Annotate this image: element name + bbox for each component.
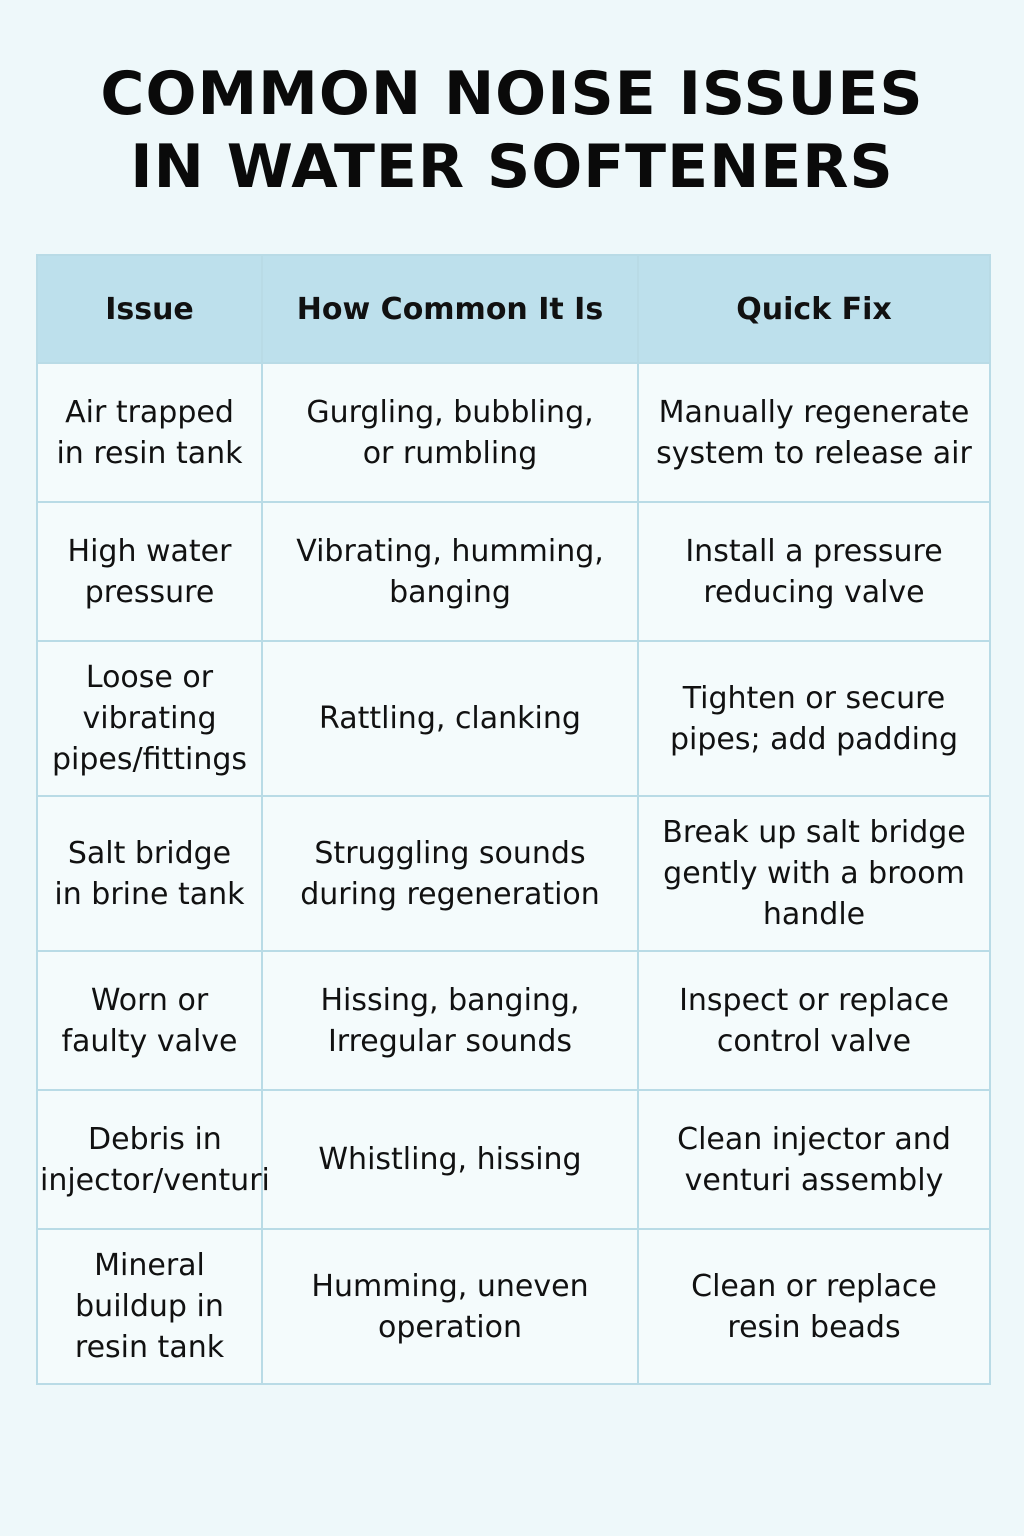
issue-text: Salt bridge in brine tank: [54, 835, 245, 912]
table-row: [37, 363, 990, 502]
how-common-text: Hissing, banging, Irregular sounds: [320, 982, 580, 1059]
quick-fix-text: Inspect or replace control valve: [679, 982, 949, 1059]
how-common-text: Humming, uneven operation: [311, 1268, 589, 1345]
issue-text: Loose or vibrating pipes/fittings: [51, 660, 248, 777]
how-common-cell: [262, 1229, 638, 1384]
table-row: [37, 641, 990, 796]
issue-cell: [37, 363, 262, 502]
how-common-text: Struggling sounds during regeneration: [300, 835, 600, 912]
quick-fix-cell: [638, 1090, 990, 1229]
how-common-cell: [262, 502, 638, 641]
how-common-cell: [262, 1090, 638, 1229]
quick-fix-cell: [638, 502, 990, 641]
issue-text: Air trapped in resin tank: [56, 394, 243, 471]
table-row: [37, 796, 990, 951]
table-row: [37, 502, 990, 641]
quick-fix-text: Clean or replace resin beads: [691, 1268, 937, 1345]
noise-issues-table: [36, 254, 991, 1385]
how-common-cell: [262, 951, 638, 1090]
page-title-line-2: IN WATER SOFTENERS: [130, 132, 894, 202]
column-header-how-common: How Common It Is: [262, 255, 638, 363]
how-common-cell: [262, 363, 638, 502]
page-title: [0, 58, 1024, 204]
quick-fix-text: Tighten or secure pipes; add padding: [669, 680, 959, 757]
how-common-text: Rattling, clanking: [319, 701, 581, 736]
quick-fix-cell: [638, 1229, 990, 1384]
table-header-row: [37, 255, 990, 363]
table-row: [37, 951, 990, 1090]
issue-text: Mineral buildup in resin tank: [74, 1248, 225, 1365]
issue-text: Worn or faulty valve: [61, 982, 238, 1059]
issue-cell: [37, 796, 262, 951]
table-row: [37, 1229, 990, 1384]
column-header-issue: Issue: [37, 255, 262, 363]
issue-text: Debris in injector/venturi: [40, 1121, 270, 1198]
table-row: [37, 1090, 990, 1229]
how-common-text: Gurgling, bubbling, or rumbling: [306, 394, 594, 471]
quick-fix-text: Manually regenerate system to release air: [656, 394, 972, 471]
quick-fix-text: Install a pressure reducing valve: [685, 533, 943, 610]
quick-fix-cell: [638, 363, 990, 502]
issue-text: High water pressure: [67, 533, 232, 610]
quick-fix-cell: [638, 796, 990, 951]
column-header-quick-fix: Quick Fix: [638, 255, 990, 363]
how-common-text: Whistling, hissing: [318, 1142, 582, 1177]
issue-cell: [37, 1229, 262, 1384]
how-common-cell: [262, 796, 638, 951]
how-common-cell: [262, 641, 638, 796]
page-title-line-1: COMMON NOISE ISSUES: [100, 59, 924, 129]
issue-cell: [37, 502, 262, 641]
issue-cell: [37, 951, 262, 1090]
quick-fix-text: Break up salt bridge gently with a broom handle: [662, 815, 966, 932]
how-common-text: Vibrating, humming, banging: [296, 533, 604, 610]
quick-fix-text: Clean injector and venturi assembly: [677, 1121, 951, 1198]
quick-fix-cell: [638, 951, 990, 1090]
issue-cell: [37, 1090, 270, 1229]
issue-cell: [37, 641, 262, 796]
quick-fix-cell: [638, 641, 990, 796]
